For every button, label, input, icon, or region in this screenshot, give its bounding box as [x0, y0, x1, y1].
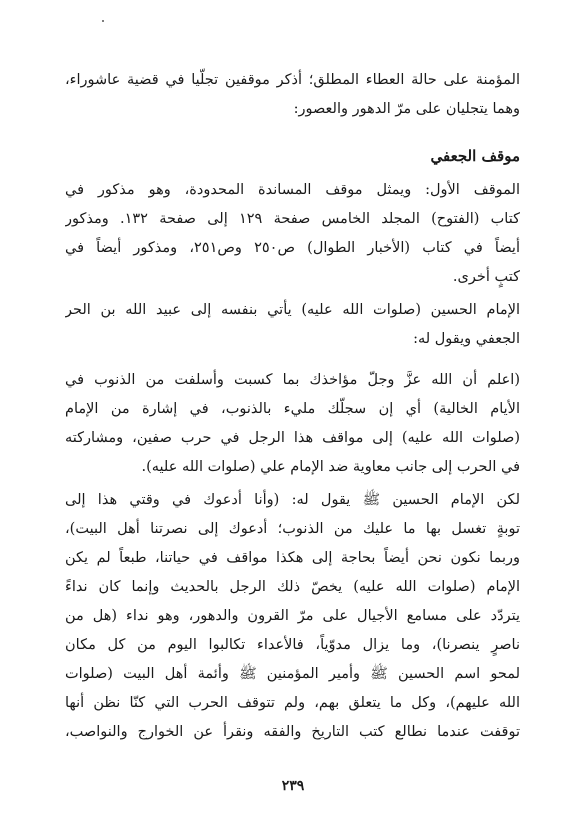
quotation-paragraph — [65, 366, 520, 482]
call-paragraph — [65, 486, 520, 747]
text-line: يتردّد على مسامع الأجيال على مرّ القرون والدهور، وهو نداء (هل من — [65, 608, 520, 624]
page-number: ٢٣٩ — [281, 778, 305, 794]
text-line: توبةٍ تغسل بها ما عليك من الذنوب؛ أدعوك إلى نصرتنا أهل البيت)، — [65, 521, 520, 537]
text-line: ناصرٍ ينصرنا)، وما يزال مدوّياً، فالأعداء تكالبوا اليوم من كل مكان — [65, 637, 520, 653]
text-line: الأيام الخالية) أي إن سجلّك مليء بالذنوب، في إشارة من الإمام — [65, 401, 520, 417]
text-line: الإمام الحسين (صلوات الله عليه) يأتي بنفسه إلى عبيد الله بن الحر — [65, 302, 520, 318]
text-line: لمحو اسم الحسين ﷺ وأمير المؤمنين ﷺ وأئمة أهل البيت (صلوات — [65, 666, 520, 682]
text-line: أيضاً في كتاب (الأخبار الطوال) ص٢٥٠ وص٢٥١، ومذكور أيضاً في — [65, 240, 520, 256]
first-position-paragraph — [65, 176, 520, 292]
text-line: لكن الإمام الحسين ﷺ يقول له: (وأنا أدعوك في وقتي هذا إلى — [65, 492, 520, 508]
text-line: المؤمنة على حالة العطاء المطلق؛ أذكر موقفين تجلّيا في قضية عاشوراء، — [65, 72, 520, 88]
intro-paragraph — [65, 66, 520, 124]
text-line: الله عليهم)، وكل ما يتعلق بهم، ولم تتوقف الحرب التي كنّا نظن أنها — [65, 695, 520, 711]
text-line: الإمام (صلوات الله عليه) يخصّ ذلك الرجل بالحديث وإنما كان نداءً — [65, 579, 520, 595]
text-line: وربما نكون نحن أيضاً بحاجة إلى هكذا مواقف في حياتنا، طبعاً لم يكن — [65, 550, 520, 566]
text-line: الموقف الأول: ويمثل موقف المساندة المحدودة، وهو مذكور في — [65, 182, 520, 198]
text-line: (اعلم أن الله عزَّ وجلّ مؤاخذك بما كسبت وأسلفت من الذنوب في — [65, 372, 520, 388]
text-line: توقفت عندما نطالع كتب التاريخ والفقه ونقرأ عن الخوارج والنواصب، — [65, 724, 520, 740]
section-heading: موقف الجعفي — [430, 147, 520, 165]
text-line: كتاب (الفتوح) المجلد الخامس صفحة ١٢٩ إلى صفحة ١٣٢. ومذكور — [65, 211, 520, 227]
imam-visit-paragraph — [65, 296, 520, 354]
page-speck — [102, 20, 104, 22]
text-line: الجعفي ويقول له: — [413, 331, 520, 347]
text-line: وهما يتجليان على مرّ الدهور والعصور: — [293, 101, 520, 117]
text-line: كتبٍ أخرى. — [452, 269, 520, 285]
text-line: (صلوات الله عليه) إلى مواقف هذا الرجل في حرب صفين، ومشاركته — [65, 430, 520, 446]
text-line: في الحرب إلى جانب معاوية ضد الإمام علي (صلوات الله عليه). — [141, 459, 520, 475]
